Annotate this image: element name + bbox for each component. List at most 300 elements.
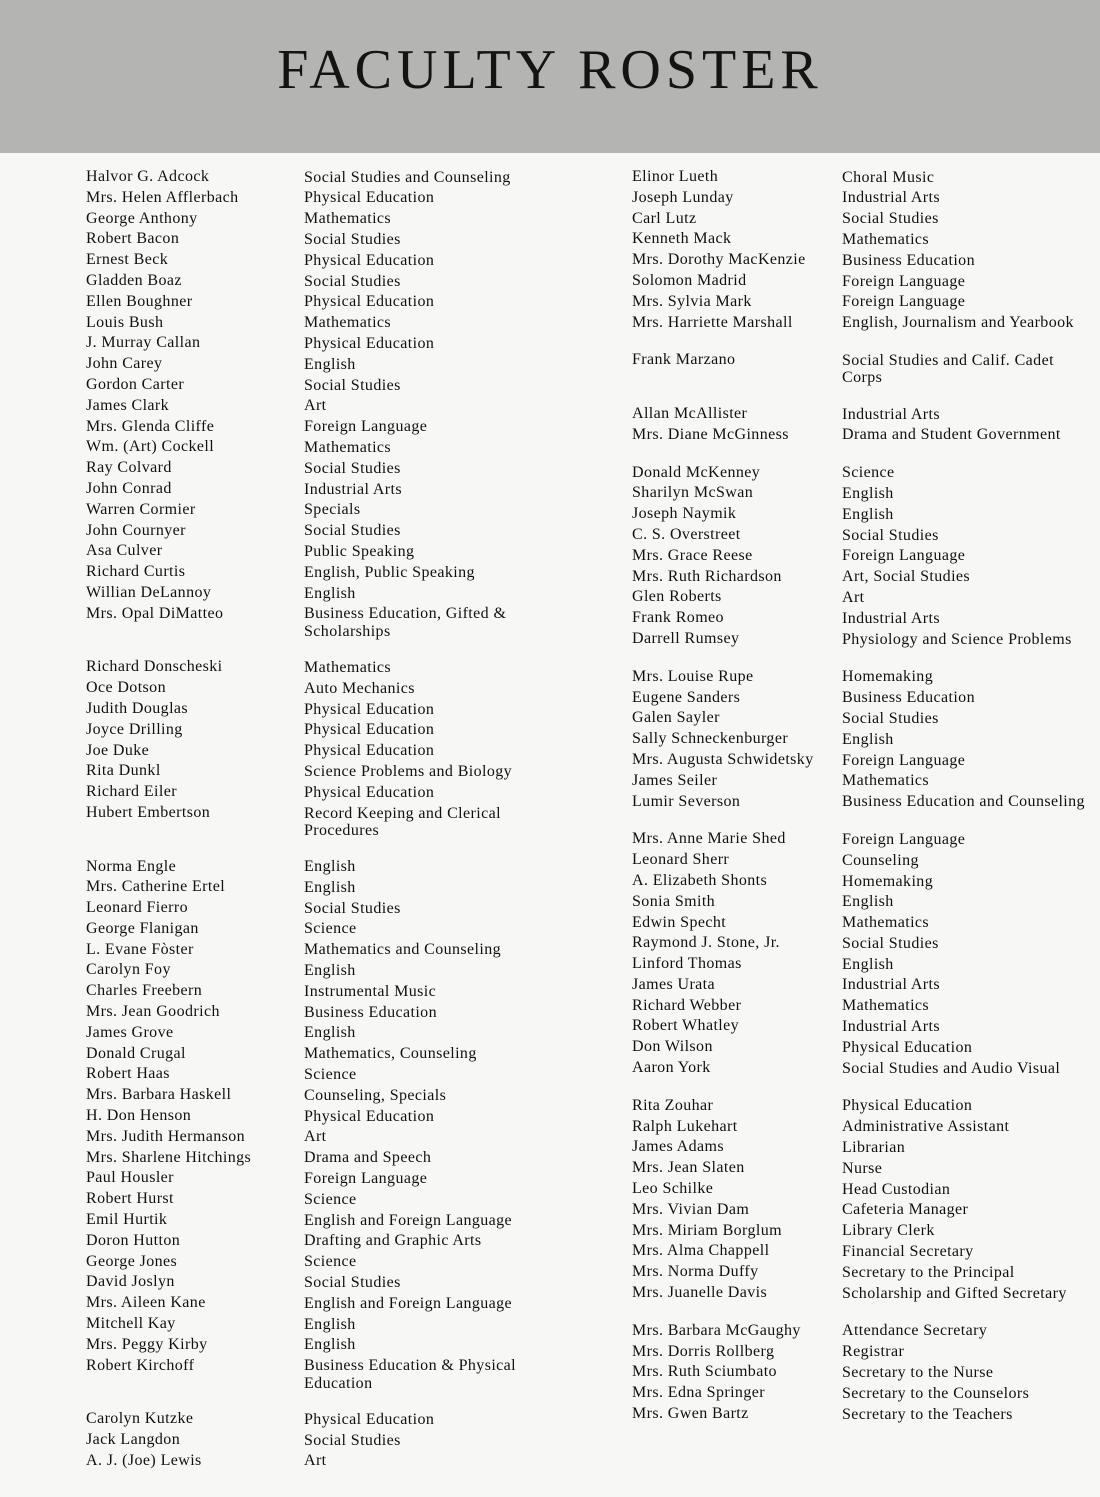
faculty-department: English xyxy=(304,858,356,876)
faculty-department: Choral Music xyxy=(842,168,935,186)
faculty-name: Mrs. Helen Afflerbach xyxy=(86,188,239,206)
faculty-department: Social Studies and Counseling xyxy=(304,168,511,186)
faculty-department: English xyxy=(304,355,356,373)
roster-row xyxy=(86,271,556,292)
roster-row xyxy=(86,782,556,803)
faculty-name: Aaron York xyxy=(632,1059,711,1077)
faculty-department: Social Studies xyxy=(842,210,939,228)
faculty-department: English and Foreign Language xyxy=(304,1294,513,1312)
faculty-department: Financial Secretary xyxy=(842,1243,974,1261)
faculty-department: Science xyxy=(304,1066,357,1084)
faculty-department: Industrial Arts xyxy=(842,189,940,207)
roster-row xyxy=(86,604,556,641)
faculty-department: Business Education xyxy=(842,251,975,269)
roster-row xyxy=(86,1314,556,1335)
faculty-name: H. Don Henson xyxy=(86,1107,192,1125)
faculty-name: David Joslyn xyxy=(86,1273,175,1291)
faculty-department: Foreign Language xyxy=(304,418,428,436)
faculty-department: Secretary to the Teachers xyxy=(842,1405,1013,1423)
roster-row xyxy=(86,1002,556,1023)
faculty-name: Joe Duke xyxy=(86,741,150,759)
roster-row xyxy=(632,404,1092,425)
faculty-department: Instrumental Music xyxy=(304,982,437,1000)
roster-row xyxy=(632,996,1092,1017)
faculty-department: Librarian xyxy=(842,1139,906,1157)
roster-row xyxy=(632,504,1092,525)
roster-row xyxy=(632,567,1092,588)
roster-row xyxy=(632,933,1092,954)
roster-row xyxy=(86,720,556,741)
faculty-department: Foreign Language xyxy=(842,272,966,290)
faculty-department: Foreign Language xyxy=(304,1170,428,1188)
faculty-department: Secretary to the Principal xyxy=(842,1263,1015,1281)
roster-row xyxy=(86,250,556,271)
faculty-name: Louis Bush xyxy=(86,313,164,331)
faculty-department: Attendance Secretary xyxy=(842,1322,988,1340)
roster-row xyxy=(632,1179,1092,1200)
faculty-name: Gladden Boaz xyxy=(86,271,182,289)
faculty-name: Mrs. Grace Reese xyxy=(632,546,753,564)
faculty-name: Robert Hurst xyxy=(86,1190,174,1208)
roster-row xyxy=(632,688,1092,709)
faculty-department: Mathematics, Counseling xyxy=(304,1045,477,1063)
roster-row xyxy=(632,1362,1092,1383)
faculty-department: Mathematics xyxy=(304,314,392,332)
faculty-name: John Conrad xyxy=(86,479,172,497)
roster-row xyxy=(86,375,556,396)
roster-row xyxy=(86,458,556,479)
faculty-name: Willian DeLannoy xyxy=(86,583,212,601)
faculty-name: Eugene Sanders xyxy=(632,688,741,706)
faculty-name: Emil Hurtik xyxy=(86,1211,168,1229)
roster-row xyxy=(86,500,556,521)
roster-row xyxy=(632,167,1092,188)
roster-row xyxy=(86,1356,556,1393)
roster-row xyxy=(632,1200,1092,1221)
roster-row xyxy=(632,1383,1092,1404)
faculty-name: Sharilyn McSwan xyxy=(632,484,754,502)
faculty-name: Judith Douglas xyxy=(86,699,189,717)
roster-row xyxy=(632,792,1092,813)
roster-row xyxy=(86,396,556,417)
faculty-department: Social Studies xyxy=(842,526,939,544)
faculty-name: Ernest Beck xyxy=(86,251,169,269)
faculty-name: Ellen Boughner xyxy=(86,292,193,310)
faculty-department: Science xyxy=(304,1253,357,1271)
faculty-name: Mrs. Dorris Rollberg xyxy=(632,1342,775,1360)
faculty-department: Business Education xyxy=(304,1003,437,1021)
roster-row xyxy=(632,1137,1092,1158)
faculty-name: Mrs. Ruth Sciumbato xyxy=(632,1363,777,1381)
faculty-name: Darrell Rumsey xyxy=(632,629,740,647)
faculty-department: Secretary to the Counselors xyxy=(842,1384,1030,1402)
faculty-name: James Clark xyxy=(86,396,170,414)
faculty-department: Physical Education xyxy=(304,1410,435,1428)
faculty-department: Business Education xyxy=(842,689,975,707)
faculty-department: Social Studies xyxy=(304,1431,401,1449)
faculty-name: L. Evane Fòster xyxy=(86,940,194,958)
roster-row xyxy=(632,1221,1092,1242)
faculty-department: English, Public Speaking xyxy=(304,563,475,581)
faculty-name: Kenneth Mack xyxy=(632,230,732,248)
roster-row xyxy=(632,1342,1092,1363)
faculty-department: English xyxy=(842,505,894,523)
faculty-department: English xyxy=(304,962,356,980)
faculty-department: Physical Education xyxy=(304,742,435,760)
faculty-name: Richard Webber xyxy=(632,996,742,1014)
roster-row xyxy=(86,678,556,699)
faculty-department: Mathematics xyxy=(842,230,930,248)
roster-row xyxy=(632,729,1092,750)
faculty-name: Frank Romeo xyxy=(632,609,724,627)
faculty-name: Robert Kirchoff xyxy=(86,1356,195,1374)
faculty-name: C. S. Overstreet xyxy=(632,525,741,543)
roster-row xyxy=(632,188,1092,209)
roster-row xyxy=(86,1085,556,1106)
faculty-name: Mrs. Judith Hermanson xyxy=(86,1127,246,1145)
roster-row xyxy=(86,1168,556,1189)
roster-row xyxy=(632,975,1092,996)
faculty-department: Registrar xyxy=(842,1343,905,1361)
faculty-name: Warren Cormier xyxy=(86,500,196,518)
faculty-name: James Adams xyxy=(632,1138,724,1156)
faculty-name: Mrs. Edna Springer xyxy=(632,1384,765,1402)
roster-row xyxy=(632,1241,1092,1262)
faculty-name: John Carey xyxy=(86,355,163,373)
roster-row xyxy=(632,1037,1092,1058)
roster-right-column xyxy=(632,167,1092,1425)
faculty-name: Mrs. Gwen Bartz xyxy=(632,1405,749,1423)
faculty-name: George Anthony xyxy=(86,209,198,227)
faculty-department: Physical Education xyxy=(304,293,435,311)
roster-row xyxy=(632,1096,1092,1117)
faculty-name: Ray Colvard xyxy=(86,459,172,477)
roster-row xyxy=(632,892,1092,913)
faculty-department: English xyxy=(304,1315,356,1333)
roster-row xyxy=(86,1293,556,1314)
faculty-name: Mitchell Kay xyxy=(86,1315,176,1333)
roster-row xyxy=(632,850,1092,871)
faculty-name: Elinor Lueth xyxy=(632,168,719,185)
faculty-name: Carolyn Kutzke xyxy=(86,1410,194,1428)
roster-row xyxy=(86,981,556,1002)
faculty-department: Auto Mechanics xyxy=(304,679,415,697)
roster-row xyxy=(632,608,1092,629)
faculty-department: English xyxy=(304,878,356,896)
faculty-name: James Urata xyxy=(632,975,716,993)
roster-row xyxy=(86,521,556,542)
faculty-name: Mrs. Sylvia Mark xyxy=(632,292,752,310)
faculty-name: Halvor G. Adcock xyxy=(86,168,210,185)
roster-row xyxy=(86,857,556,878)
faculty-name: Jack Langdon xyxy=(86,1431,181,1449)
faculty-name: George Jones xyxy=(86,1252,178,1270)
faculty-name: Mrs. Dorothy MacKenzie xyxy=(632,251,806,269)
roster-row xyxy=(86,167,556,188)
faculty-department: Art xyxy=(304,397,327,415)
faculty-name: Richard Donscheski xyxy=(86,658,223,676)
faculty-department: Drama and Student Government xyxy=(842,426,1061,444)
roster-row xyxy=(632,771,1092,792)
roster-left-column xyxy=(86,167,556,1472)
roster-row xyxy=(632,463,1092,484)
faculty-name: Mrs. Catherine Ertel xyxy=(86,878,226,896)
faculty-department: Homemaking xyxy=(842,668,934,686)
roster-row xyxy=(632,292,1092,313)
faculty-department: Specials xyxy=(304,501,361,519)
faculty-department: Social Studies xyxy=(304,1274,401,1292)
roster-row xyxy=(86,541,556,562)
faculty-name: Norma Engle xyxy=(86,857,177,875)
faculty-name: Mrs. Jean Slaten xyxy=(632,1159,745,1177)
faculty-department: Foreign Language xyxy=(842,830,966,848)
roster-row xyxy=(86,1023,556,1044)
faculty-name: Rita Zouhar xyxy=(632,1096,714,1114)
faculty-name: Mrs. Harriette Marshall xyxy=(632,313,793,331)
roster-row xyxy=(86,1252,556,1273)
roster-row xyxy=(632,871,1092,892)
roster-row xyxy=(86,354,556,375)
faculty-department: Social Studies xyxy=(842,709,939,727)
roster-row xyxy=(86,188,556,209)
faculty-name: Mrs. Miriam Borglum xyxy=(632,1221,782,1239)
faculty-name: Mrs. Barbara McGaughy xyxy=(632,1321,801,1339)
faculty-department: English and Foreign Language xyxy=(304,1211,513,1229)
faculty-department: Homemaking xyxy=(842,872,934,890)
roster-row xyxy=(86,761,556,782)
faculty-department: Public Speaking xyxy=(304,542,415,560)
roster-row xyxy=(86,898,556,919)
faculty-name: Richard Curtis xyxy=(86,563,186,581)
roster-row xyxy=(632,1321,1092,1342)
roster-row xyxy=(86,1148,556,1169)
roster-row xyxy=(632,587,1092,608)
faculty-department: Mathematics and Counseling xyxy=(304,941,502,959)
roster-row xyxy=(632,483,1092,504)
faculty-name: A. J. (Joe) Lewis xyxy=(86,1451,202,1469)
roster-row xyxy=(86,919,556,940)
roster-row xyxy=(86,1409,556,1430)
roster-row xyxy=(86,292,556,313)
roster-row xyxy=(86,479,556,500)
roster-row xyxy=(86,209,556,230)
faculty-name: Mrs. Sharlene Hitchings xyxy=(86,1148,252,1166)
faculty-department: Industrial Arts xyxy=(304,480,402,498)
faculty-name: Robert Haas xyxy=(86,1065,170,1083)
roster-row xyxy=(86,562,556,583)
roster-row xyxy=(632,209,1092,230)
faculty-department: Business Education, Gifted & Scholarships xyxy=(304,605,507,640)
faculty-department: Industrial Arts xyxy=(842,976,940,994)
roster-row xyxy=(632,271,1092,292)
faculty-department: Science Problems and Biology xyxy=(304,762,513,780)
roster-row xyxy=(86,1231,556,1252)
faculty-department: Cafeteria Manager xyxy=(842,1201,969,1219)
faculty-name: Mrs. Norma Duffy xyxy=(632,1263,759,1281)
roster-row xyxy=(86,657,556,678)
faculty-department: Record Keeping and Clerical Procedures xyxy=(304,804,501,839)
faculty-name: Edwin Specht xyxy=(632,913,727,931)
faculty-department: Social Studies xyxy=(304,376,401,394)
faculty-department: Counseling xyxy=(842,851,919,869)
roster-row xyxy=(86,1451,556,1472)
faculty-name: George Flanigan xyxy=(86,919,199,937)
roster-row xyxy=(86,437,556,458)
faculty-name: Donald McKenney xyxy=(632,463,761,481)
faculty-name: Doron Hutton xyxy=(86,1231,181,1249)
faculty-department: Physical Education xyxy=(304,700,435,718)
faculty-department: Art xyxy=(304,1128,327,1146)
faculty-name: Mrs. Aileen Kane xyxy=(86,1294,206,1312)
roster-row xyxy=(86,229,556,250)
faculty-name: Joyce Drilling xyxy=(86,720,183,738)
faculty-department: Social Studies xyxy=(304,522,401,540)
faculty-department: English xyxy=(304,1024,356,1042)
faculty-department: English xyxy=(304,1336,356,1354)
roster-row xyxy=(86,741,556,762)
faculty-department: Physical Education xyxy=(304,334,435,352)
faculty-department: English xyxy=(842,955,894,973)
roster-row xyxy=(632,1058,1092,1079)
faculty-department: English xyxy=(842,893,894,911)
roster-row xyxy=(632,954,1092,975)
roster-row xyxy=(632,1262,1092,1283)
faculty-department: Secretary to the Nurse xyxy=(842,1364,994,1382)
faculty-department: Mathematics xyxy=(304,658,392,676)
faculty-department: Mathematics xyxy=(304,210,392,228)
faculty-name: Robert Bacon xyxy=(86,230,180,248)
roster-row xyxy=(86,1430,556,1451)
faculty-department: Mathematics xyxy=(842,914,930,932)
roster-row xyxy=(632,708,1092,729)
faculty-name: Glen Roberts xyxy=(632,588,722,606)
roster-row xyxy=(86,333,556,354)
faculty-department: Mathematics xyxy=(842,997,930,1015)
faculty-name: Mrs. Louise Rupe xyxy=(632,667,754,685)
faculty-department: Social Studies and Calif. Cadet Corps xyxy=(842,351,1054,387)
roster-row xyxy=(86,960,556,981)
faculty-name: Leonard Sherr xyxy=(632,851,730,869)
faculty-department: Mathematics xyxy=(842,772,930,790)
faculty-name: Mrs. Diane McGinness xyxy=(632,425,789,443)
faculty-department: Physiology and Science Problems xyxy=(842,630,1072,648)
faculty-department: Social Studies xyxy=(304,272,401,290)
faculty-name: Frank Marzano xyxy=(632,351,736,369)
faculty-name: Rita Dunkl xyxy=(86,762,161,780)
faculty-department: Social Studies and Audio Visual xyxy=(842,1059,1061,1077)
faculty-name: Mrs. Jean Goodrich xyxy=(86,1003,220,1021)
faculty-department: Industrial Arts xyxy=(842,405,940,423)
roster-row xyxy=(86,1335,556,1356)
faculty-department: Social Studies xyxy=(304,459,401,477)
faculty-name: Mrs. Peggy Kirby xyxy=(86,1335,208,1353)
faculty-name: Oce Dotson xyxy=(86,679,166,697)
roster-row xyxy=(632,667,1092,688)
faculty-name: Charles Freebern xyxy=(86,982,203,1000)
roster-row xyxy=(632,1404,1092,1425)
faculty-department: Art xyxy=(304,1452,327,1470)
roster-row xyxy=(86,313,556,334)
faculty-name: Robert Whatley xyxy=(632,1017,740,1035)
faculty-name: James Seiler xyxy=(632,771,718,789)
faculty-department: Business Education and Counseling xyxy=(842,793,1085,811)
roster-row xyxy=(86,1272,556,1293)
faculty-name: Mrs. Anne Marie Shed xyxy=(632,830,786,848)
faculty-department: Physical Education xyxy=(304,721,435,739)
roster-row xyxy=(632,750,1092,771)
faculty-department: Drama and Speech xyxy=(304,1149,432,1167)
faculty-name: Mrs. Glenda Cliffe xyxy=(86,417,215,435)
roster-row xyxy=(86,1210,556,1231)
roster-row xyxy=(632,1158,1092,1179)
faculty-department: Social Studies xyxy=(842,934,939,952)
roster-row xyxy=(86,877,556,898)
faculty-name: Mrs. Juanelle Davis xyxy=(632,1284,768,1302)
faculty-department: Foreign Language xyxy=(842,547,966,565)
faculty-name: J. Murray Callan xyxy=(86,334,201,352)
roster-row xyxy=(632,913,1092,934)
faculty-department: Foreign Language xyxy=(842,751,966,769)
roster-row xyxy=(86,583,556,604)
faculty-name: Mrs. Opal DiMatteo xyxy=(86,604,224,622)
faculty-department: Physical Education xyxy=(304,783,435,801)
faculty-name: Joseph Naymik xyxy=(632,505,737,523)
faculty-department: Nurse xyxy=(842,1159,883,1177)
faculty-name: Linford Thomas xyxy=(632,955,742,973)
faculty-name: Mrs. Ruth Richardson xyxy=(632,567,782,585)
page-title: FACULTY ROSTER xyxy=(277,39,823,101)
roster-row xyxy=(632,250,1092,271)
faculty-department: Head Custodian xyxy=(842,1180,951,1198)
faculty-name: Asa Culver xyxy=(86,542,163,560)
faculty-name: Solomon Madrid xyxy=(632,271,747,289)
faculty-department: Physical Education xyxy=(304,189,435,207)
roster-row xyxy=(632,1283,1092,1304)
roster-row xyxy=(86,1127,556,1148)
faculty-department: Scholarship and Gifted Secretary xyxy=(842,1284,1067,1302)
faculty-name: A. Elizabeth Shonts xyxy=(632,871,768,889)
faculty-department: Foreign Language xyxy=(842,293,966,311)
roster-row xyxy=(86,803,556,840)
faculty-name: Mrs. Augusta Schwidetsky xyxy=(632,750,814,768)
faculty-name: Sally Schneckenburger xyxy=(632,730,789,748)
faculty-department: Science xyxy=(304,920,357,938)
faculty-name: James Grove xyxy=(86,1023,174,1041)
faculty-department: Physical Education xyxy=(842,1097,973,1115)
faculty-department: Physical Education xyxy=(842,1038,973,1056)
faculty-department: English xyxy=(304,584,356,602)
faculty-department: Drafting and Graphic Arts xyxy=(304,1232,482,1250)
faculty-name: Don Wilson xyxy=(632,1038,713,1056)
roster-row xyxy=(632,350,1092,387)
faculty-name: Carl Lutz xyxy=(632,209,697,227)
faculty-name: Joseph Lunday xyxy=(632,188,734,206)
faculty-name: Leo Schilke xyxy=(632,1180,714,1198)
faculty-name: Lumir Severson xyxy=(632,792,741,810)
faculty-name: Leonard Fierro xyxy=(86,899,189,917)
roster-row xyxy=(86,1064,556,1085)
faculty-department: English xyxy=(842,484,894,502)
faculty-name: Carolyn Foy xyxy=(86,961,171,979)
faculty-department: Administrative Assistant xyxy=(842,1118,1010,1136)
faculty-department: Library Clerk xyxy=(842,1222,935,1240)
roster-row xyxy=(632,1016,1092,1037)
roster-row xyxy=(86,699,556,720)
roster-row xyxy=(86,940,556,961)
faculty-department: Industrial Arts xyxy=(842,1018,940,1036)
faculty-department: Mathematics xyxy=(304,438,392,456)
roster-row xyxy=(632,313,1092,334)
